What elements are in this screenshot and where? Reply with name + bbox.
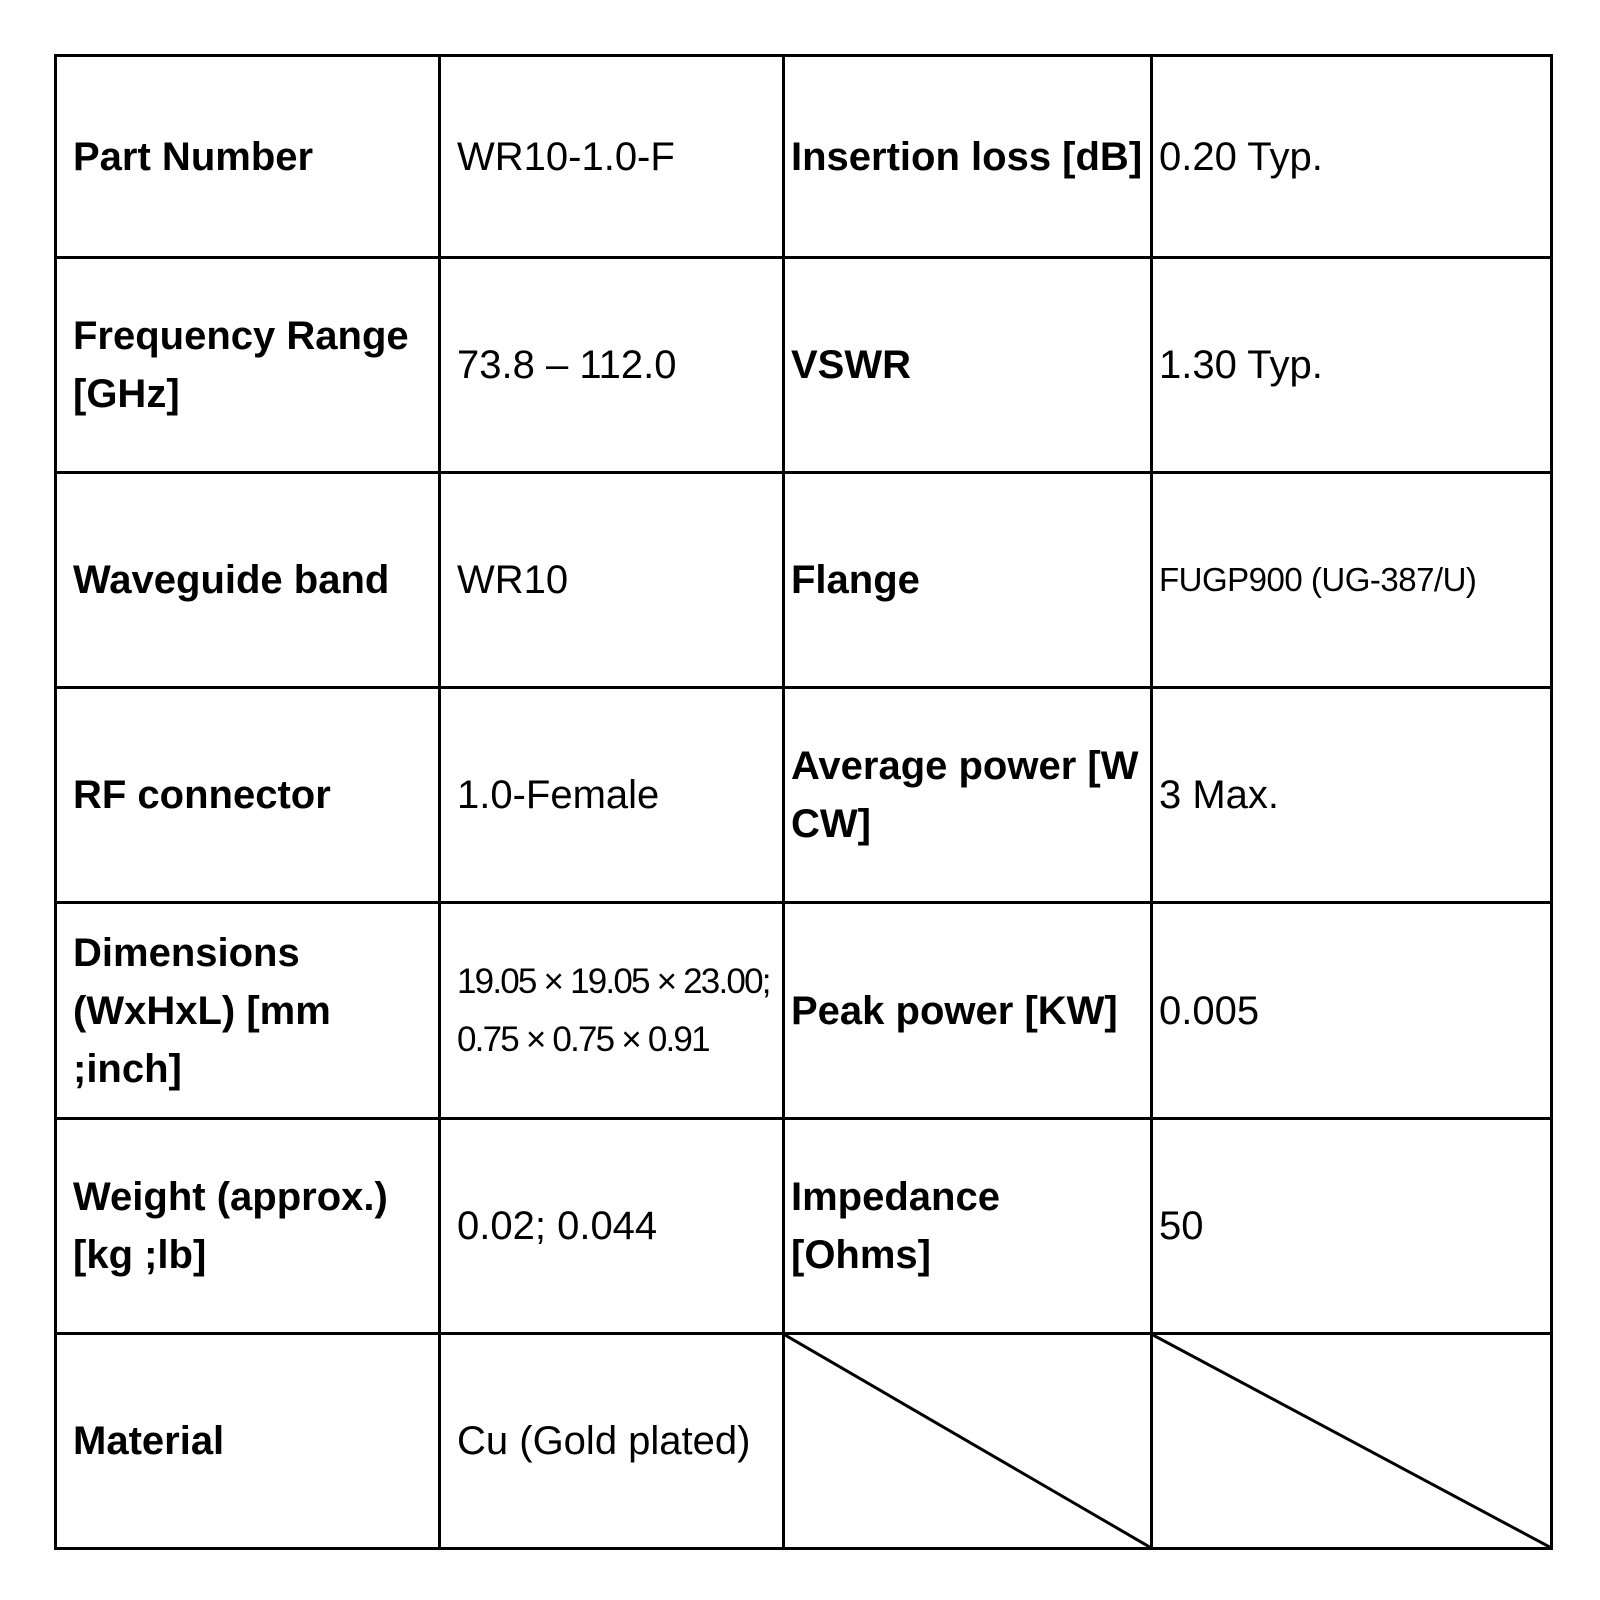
label-weight: Weight (approx.) [kg ;lb] (56, 1118, 440, 1333)
value-dimensions (440, 903, 784, 1118)
table-row-rf-connector (56, 688, 1552, 903)
label-impedance: Impedance [Ohms] (784, 1118, 1152, 1333)
label-waveguide-band: Waveguide band (56, 473, 440, 688)
label-dimensions: Dimensions (WxHxL) [mm ;inch] (56, 903, 440, 1118)
label-material: Material (56, 1333, 440, 1548)
diagonal-slash-icon (1153, 1335, 1550, 1547)
table-row-frequency-range (56, 258, 1552, 473)
value-impedance: 50 (1152, 1118, 1552, 1333)
label-peak-power: Peak power [KW] (784, 903, 1152, 1118)
table-row-dimensions (56, 903, 1552, 1118)
value-vswr: 1.30 Typ. (1152, 258, 1552, 473)
table-row-weight (56, 1118, 1552, 1333)
value-insertion-loss: 0.20 Typ. (1152, 56, 1552, 258)
value-peak-power: 0.005 (1152, 903, 1552, 1118)
table-row-material (56, 1333, 1552, 1548)
empty-cell-diagonal (1152, 1333, 1552, 1548)
value-weight: 0.02; 0.044 (440, 1118, 784, 1333)
label-average-power: Average power [W CW] (784, 688, 1152, 903)
diagonal-slash-icon (785, 1335, 1150, 1547)
value-dimensions-inch: 0.75 × 0.75 × 0.91 (457, 1019, 709, 1059)
table-row-waveguide-band (56, 473, 1552, 688)
label-part-number: Part Number (56, 56, 440, 258)
value-average-power: 3 Max. (1152, 688, 1552, 903)
value-material: Cu (Gold plated) (440, 1333, 784, 1548)
specifications-table (54, 54, 1553, 1550)
value-frequency-range: 73.8 – 112.0 (440, 258, 784, 473)
value-part-number: WR10-1.0-F (440, 56, 784, 258)
label-insertion-loss: Insertion loss [dB] (784, 56, 1152, 258)
value-dimensions-mm: 19.05 × 19.05 × 23.00; (457, 961, 770, 1001)
empty-cell-diagonal (784, 1333, 1152, 1548)
label-rf-connector: RF connector (56, 688, 440, 903)
table-row-part-number (56, 56, 1552, 258)
value-flange: FUGP900 (UG-387/U) (1152, 473, 1552, 688)
value-rf-connector: 1.0-Female (440, 688, 784, 903)
label-vswr: VSWR (784, 258, 1152, 473)
value-waveguide-band: WR10 (440, 473, 784, 688)
label-flange: Flange (784, 473, 1152, 688)
label-frequency-range: Frequency Range [GHz] (56, 258, 440, 473)
